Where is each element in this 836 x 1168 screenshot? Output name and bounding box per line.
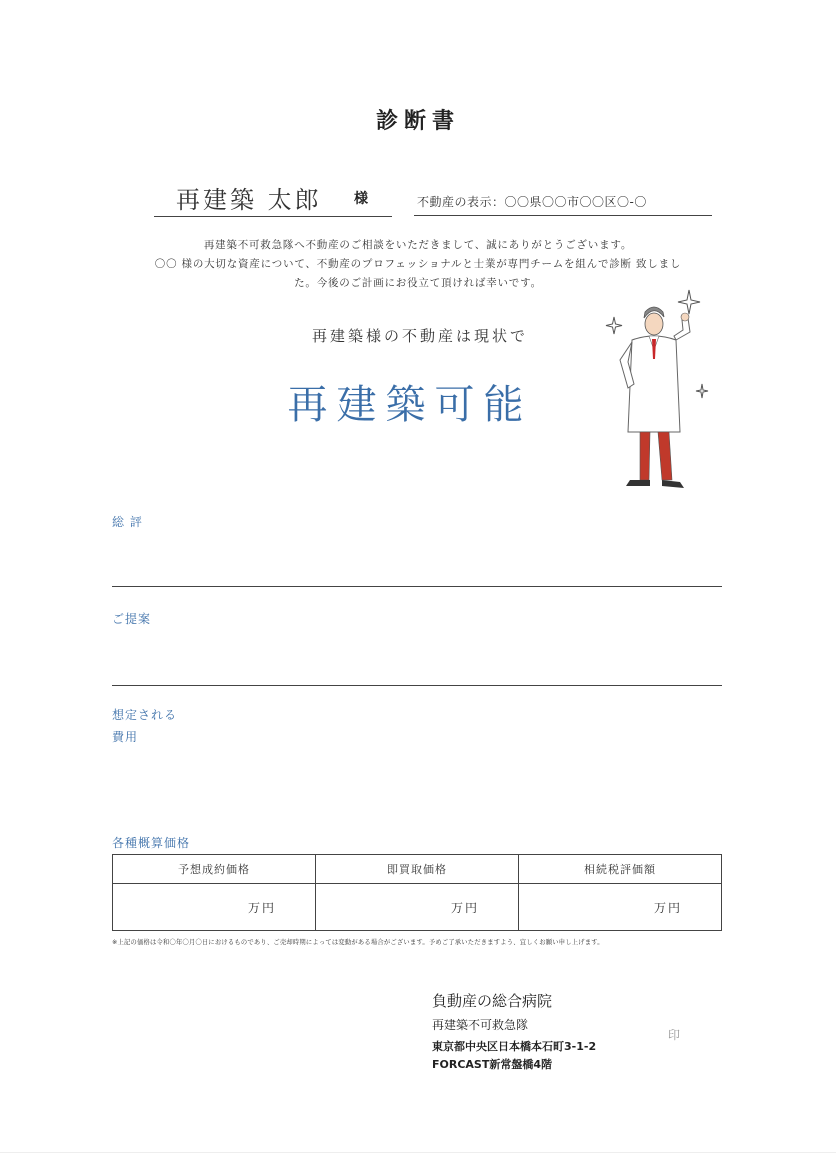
greeting-line: 再建築不可救急隊へ不動産のご相談をいただきまして、誠にありがとうございます。	[203, 239, 633, 251]
price-unit: 万円	[653, 900, 682, 915]
proposal-rule	[112, 685, 722, 686]
property-display: 不動産の表示：〇〇県〇〇市〇〇区〇-〇	[417, 195, 647, 209]
seal-mark: 印	[668, 1028, 681, 1042]
signature-org: 負動産の総合病院	[432, 992, 553, 1010]
expected-cost-label-line2: 費用	[112, 730, 139, 744]
doctor-illustration	[596, 284, 714, 494]
price-table-header-row	[113, 855, 722, 884]
price-note: ※上記の価格は令和〇年〇月〇日におけるものであり、ご売却時期によっては変動がある場合がございます。予めご了承いただきますよう、宜しくお願い申し上げます。	[112, 939, 604, 946]
recipient-name: 再建築 太郎	[176, 186, 322, 214]
header-expected-sale-price: 予想成約価格	[113, 855, 316, 884]
signature-dept: 再建築不可救急隊	[432, 1018, 529, 1032]
signature-address-line1: 東京都中央区日本橋本石町3-1-2	[432, 1040, 597, 1053]
header-immediate-purchase-price: 即買取価格	[316, 855, 519, 884]
proposal-label: ご提案	[112, 612, 152, 626]
status-result: 再建築可能	[287, 382, 533, 428]
overall-rule	[112, 586, 722, 587]
price-table-value-row	[113, 884, 722, 931]
property-block	[414, 186, 712, 216]
recipient-honorific: 様	[354, 191, 368, 207]
price-unit: 万円	[247, 900, 276, 915]
document-title: 診断書	[375, 109, 460, 134]
expected-cost-label-line1: 想定される	[112, 708, 178, 722]
prices-label: 各種概算価格	[112, 836, 191, 850]
header-inheritance-tax-value: 相続税評価額	[519, 855, 722, 884]
inheritance-tax-value-cell	[519, 884, 722, 931]
greeting-line: 〇〇 様の大切な資産について、不動産のプロフェッショナルと士業が専門チームを組んで診断 致しまし	[154, 258, 682, 270]
greeting-line: た。今後のご計画にお役立て頂ければ幸いです。	[294, 277, 542, 289]
page-bottom-divider	[0, 1152, 836, 1153]
price-table	[112, 854, 722, 931]
overall-label: 総 評	[112, 515, 143, 529]
immediate-purchase-price-cell	[316, 884, 519, 931]
status-lead: 再建築様の不動産は現状で	[311, 327, 528, 345]
recipient-block	[154, 176, 392, 217]
price-unit: 万円	[450, 900, 479, 915]
expected-sale-price-cell	[113, 884, 316, 931]
signature-address-line2: FORCAST新常盤橋4階	[432, 1058, 553, 1071]
